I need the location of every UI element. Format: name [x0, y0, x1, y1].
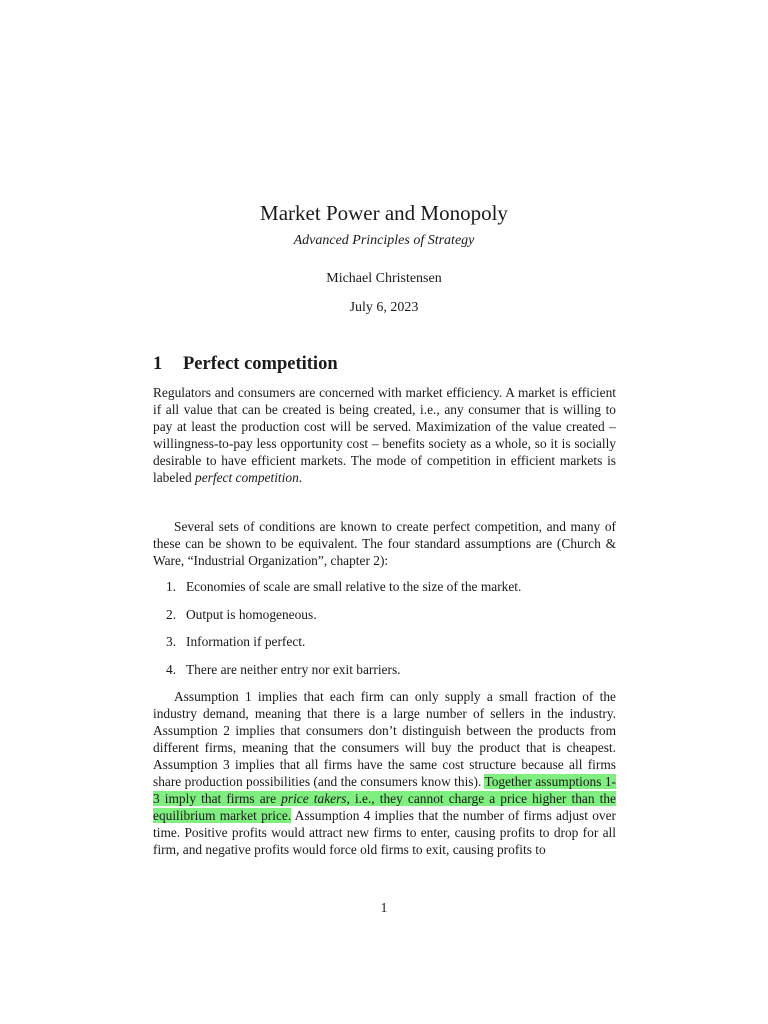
paragraph-3: [153, 688, 616, 858]
paragraph-1: [153, 384, 616, 486]
assumptions-list: [166, 578, 616, 688]
list-item-text: Economies of scale are small relative to the size of the market.: [186, 579, 522, 594]
paragraph-3-continuation: Assumption 4 implies that the number of firms adjust over time. Positive profits would attract new firms to enter, causing profits to drop for all firm, and negative profits would force old firms to exit, causing profits to: [153, 808, 616, 857]
list-item: [166, 661, 616, 678]
paragraph-3-text: Assumption 1 implies that each firm can only supply a small fraction of the industry demand, meaning that there is a large number of sellers in the industry. Assumption 2 implies that consumers don’t distinguish between the products from different firms, meaning that the consumers will buy the product that is cheapest. Assumption 3 implies that all firms have the same cost structure because all firms share production possibilities (and the consumers know this).: [153, 689, 616, 789]
list-item: [166, 633, 616, 650]
section-heading: [153, 352, 338, 376]
list-item: [166, 578, 616, 595]
highlight-part-a: Together assumptions 1-3 imply that firms are: [153, 774, 616, 806]
list-item-text: Information if perfect.: [186, 634, 306, 649]
document-subtitle: Advanced Principles of Strategy: [293, 233, 475, 248]
document-title: Market Power and Monopoly: [260, 201, 508, 225]
highlight-part-b: , i.e., they cannot charge a price higher than the equilibrium market price.: [153, 791, 616, 823]
list-item: [166, 606, 616, 623]
paragraph-1-emphasis: perfect competition: [195, 470, 299, 485]
paragraph-1-text: Regulators and consumers are concerned with market efficiency. A market is efficient if all value that can be created is being created, i.e., any consumer that is willing to pay at least the production cost will be served. Maximization of the value created – willingness-to-pay less opportunity cost – benefits society as a whole, so it is socially desirable to have efficient markets. The mode of competition in efficient markets is labeled: [153, 385, 616, 485]
section-number: 1: [153, 354, 163, 374]
highlight-emphasis: price takers: [281, 791, 347, 806]
document-date: July 6, 2023: [349, 300, 419, 315]
page-number: 1: [380, 900, 388, 915]
list-item-number: 3.: [166, 634, 177, 649]
list-item-number: 4.: [166, 661, 177, 677]
paragraph-1-end: .: [298, 470, 303, 485]
paragraph-2: Several sets of conditions are known to create perfect competition, and many of these can be shown to be equivalent. The four standard assumptions are (Church & Ware, “Industrial Organization”, chapter 2):: [153, 519, 616, 568]
list-item-text: Output is homogeneous.: [186, 606, 317, 622]
author-name: Michael Christensen: [326, 271, 442, 286]
section-title: Perfect competition: [183, 354, 338, 374]
list-item-number: 1.: [166, 579, 177, 594]
list-item-text: There are neither entry nor exit barriers.: [186, 661, 401, 677]
list-item-number: 2.: [166, 606, 177, 622]
